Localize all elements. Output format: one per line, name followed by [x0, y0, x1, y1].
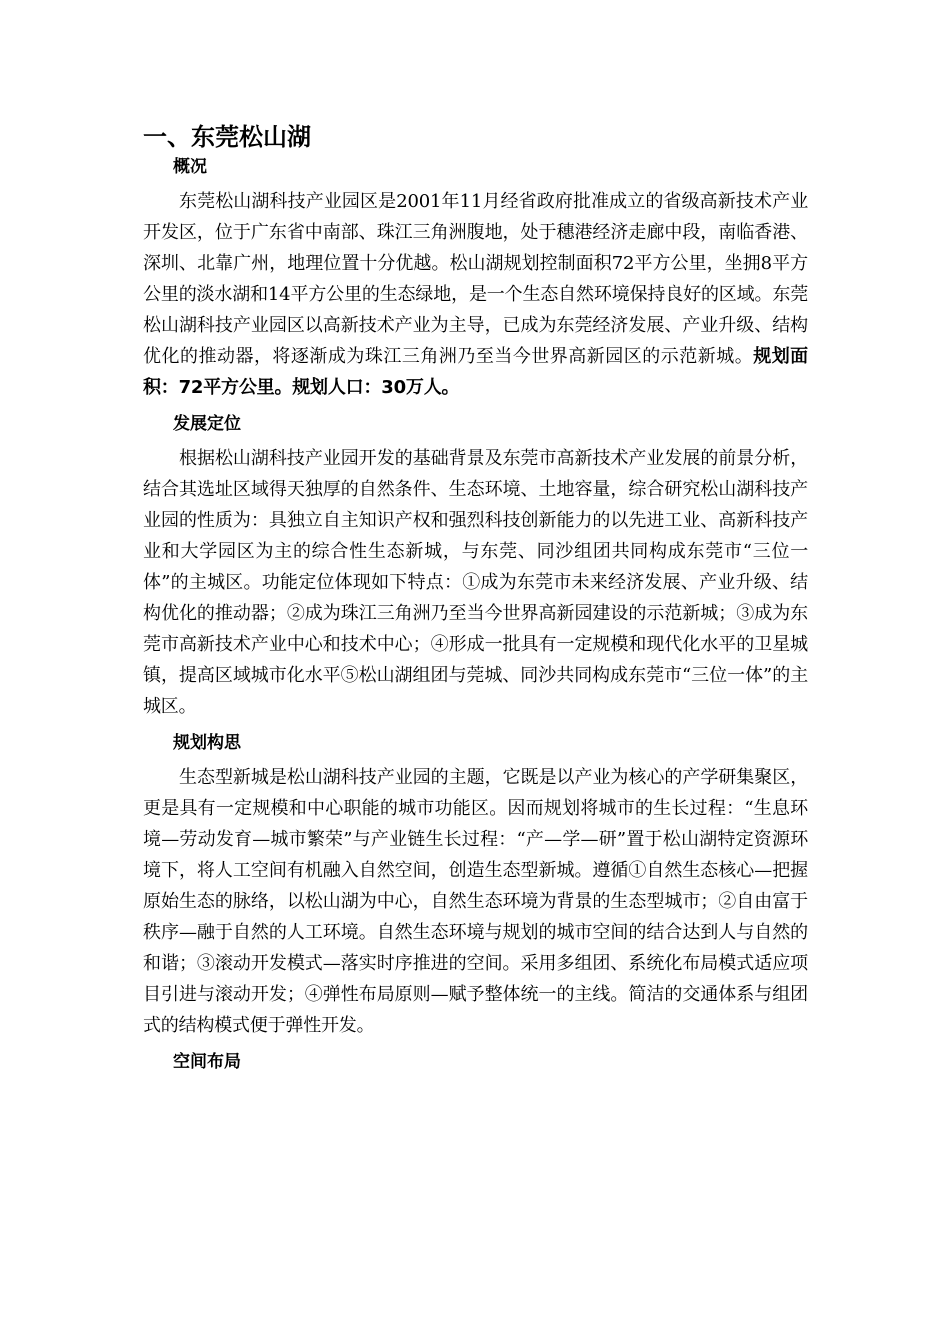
section-heading-overview: 概况	[173, 157, 207, 177]
overview-bold-summary: 规划面积：72平方公里。规划人口：30万人。	[143, 346, 808, 398]
section-heading-planning-concept: 规划构思	[173, 733, 241, 753]
document-body	[143, 120, 808, 1081]
overview-text: 东莞松山湖科技产业园区是2001年11月经省政府批准成立的省级高新技术产业开发区，位于广东省中南部、珠江三角洲腹地，处于穗港经济走廊中段，南临香港、深圳、北靠广州，地理位置十分优越。松山湖规划控制面积72平方公里，坐拥8平方公里的淡水湖和14平方公里的生态绿地，是一个生态自然环境保持良好的区域。东莞松山湖科技产业园区以高新技术产业为主导，已成为东莞经济发展、产业升级、结构优化的推动器，将逐渐成为珠江三角洲乃至当今世界高新园区的示范新城。	[143, 191, 808, 367]
section-heading-spatial-layout: 空间布局	[173, 1052, 241, 1072]
section-heading-positioning: 发展定位	[173, 414, 241, 434]
section-paragraph-overview	[143, 186, 808, 403]
section-paragraph-planning-concept: 生态型新城是松山湖科技产业园的主题，它既是以产业为核心的产学研集聚区，更是具有一定规模和中心职能的城市功能区。因而规划将城市的生长过程：“生息环境—劳动发育—城市繁荣”与产业链生长过程：“产—学—研”置于松山湖特定资源环境下，将人工空间有机融入自然空间，创造生态型新城。遵循①自然生态核心—把握原始生态的脉络，以松山湖为中心，自然生态环境为背景的生态型城市；②自由富于秩序—融于自然的人工环境。自然生态环境与规划的城市空间的结合达到人与自然的和谐；③滚动开发模式—落实时序推进的空间。采用多组团、系统化布局模式适应项目引进与滚动开发；④弹性布局原则—赋予整体统一的主线。简洁的交通体系与组团式的结构模式便于弹性开发。	[143, 767, 808, 1036]
document-title: 一、东莞松山湖	[143, 123, 311, 151]
section-paragraph-positioning: 根据松山湖科技产业园开发的基础背景及东莞市高新技术产业发展的前景分析，结合其选址区域得天独厚的自然条件、生态环境、土地容量，综合研究松山湖科技产业园的性质为：具独立自主知识产权和强烈科技创新能力的以先进工业、高新科技产业和大学园区为主的综合性生态新城，与东莞、同沙组团共同构成东莞市“三位一体”的主城区。功能定位体现如下特点：①成为东莞市未来经济发展、产业升级、结构优化的推动器；②成为珠江三角洲乃至当今世界高新园建设的示范新城；③成为东莞市高新技术产业中心和技术中心；④形成一批具有一定规模和现代化水平的卫星城镇，提高区域城市化水平⑤松山湖组团与莞城、同沙共同构成东莞市“三位一体”的主城区。	[143, 448, 808, 717]
